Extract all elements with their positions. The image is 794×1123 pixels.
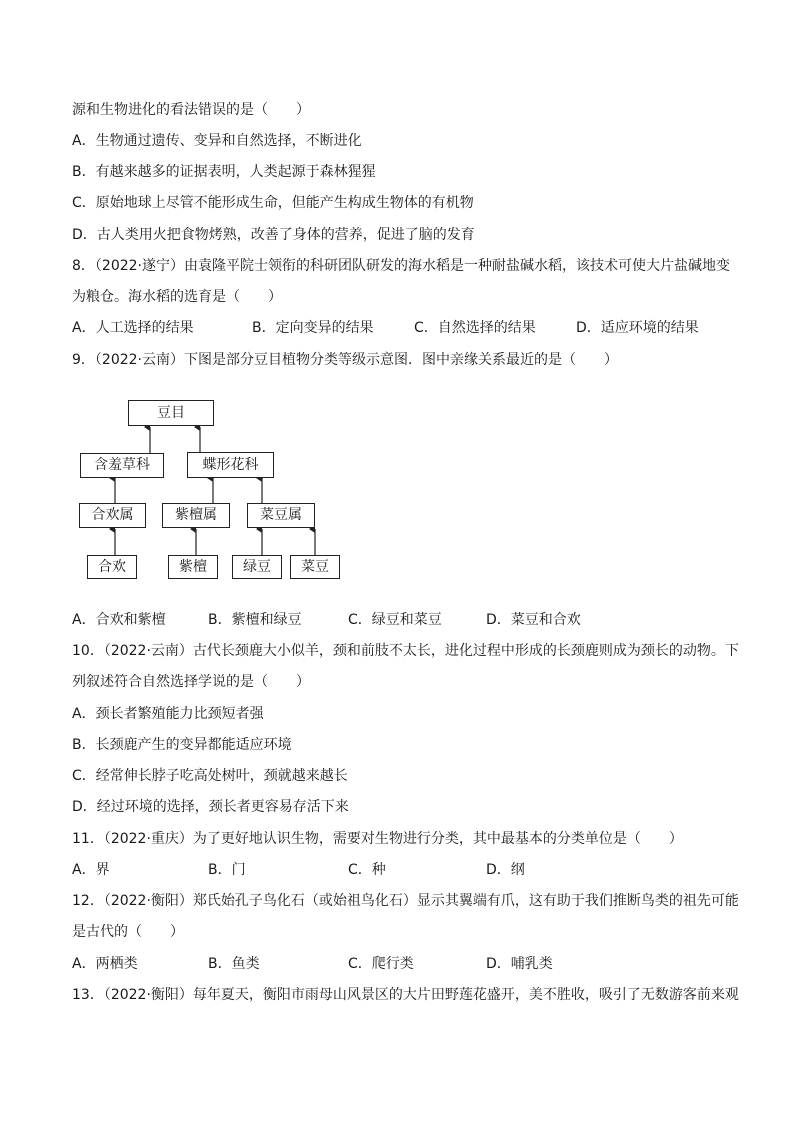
q8-stem-line2: 为粮仓。海水稻的选育是（ ）: [72, 289, 282, 305]
q8-option-a: A．人工选择的结果: [72, 320, 194, 336]
q12-options: [72, 954, 722, 974]
q7-option-a: A．生物通过遗传、变异和自然选择，不断进化: [72, 133, 362, 149]
q12-option-c: C．爬行类: [348, 956, 414, 972]
q11-option-b: B．门: [208, 862, 246, 878]
q11-stem: 11．（2022·重庆）为了更好地认识生物，需要对生物进行分类，其中最基本的分类单位是（ ）: [72, 831, 683, 847]
node-genus-1: 合欢属: [79, 503, 146, 528]
node-species-1: 合欢: [87, 555, 137, 579]
q9-option-d: D．菜豆和合欢: [486, 612, 581, 628]
q7-stem-tail: 源和生物进化的看法错误的是（ ）: [72, 102, 310, 118]
q11-option-c: C．种: [348, 862, 386, 878]
q12-option-a: A．两栖类: [72, 956, 138, 972]
q10-stem-line1: 10．（2022·云南）古代长颈鹿大小似羊，颈和前肢不太长，进化过程中形成的长颈鹿则成为颈长的动物。下: [72, 643, 739, 659]
node-genus-3: 菜豆属: [247, 503, 315, 528]
q10-option-b: B．长颈鹿产生的变异都能适应环境: [72, 737, 292, 753]
q10-option-a: A．颈长者繁殖能力比颈短者强: [72, 706, 264, 722]
q12-stem-line1: 12．（2022·衡阳）郑氏始孔子鸟化石（或始祖鸟化石）显示其翼端有爪，这有助于我们推断鸟类的祖先可能: [72, 893, 739, 909]
q7-option-d: D．古人类用火把食物烤熟，改善了身体的营养，促进了脑的发育: [72, 227, 475, 243]
q9-option-c: C．绿豆和菜豆: [348, 612, 442, 628]
node-genus-2: 紫檀属: [162, 503, 230, 528]
q8-stem-line1: 8．（2022·遂宁）由袁隆平院士领衔的科研团队研发的海水稻是一种耐盐碱水稻，该技术可使大片盐碱地变: [72, 258, 730, 274]
q13-stem-line1: 13．（2022·衡阳）每年夏天，衡阳市雨母山风景区的大片田野莲花盛开，美不胜收，吸引了无数游客前来观: [72, 987, 739, 1003]
q11-option-d: D．纲: [486, 862, 525, 878]
q8-option-d: D．适应环境的结果: [576, 320, 699, 336]
q8-option-c: C．自然选择的结果: [414, 320, 536, 336]
node-family-left: 含羞草科: [80, 453, 164, 478]
q11-options: [72, 860, 722, 880]
q11-option-a: A．界: [72, 862, 110, 878]
q12-option-d: D．哺乳类: [486, 956, 553, 972]
q9-option-a: A．合欢和紫檀: [72, 612, 166, 628]
q7-option-b: B．有越来越多的证据表明，人类起源于森林猩猩: [72, 164, 376, 180]
q9-option-b: B．紫檀和绿豆: [208, 612, 302, 628]
q12-stem-line2: 是古代的（ ）: [72, 924, 184, 940]
q12-option-b: B．鱼类: [208, 956, 260, 972]
q9-stem: 9．（2022·云南）下图是部分豆目植物分类等级示意图．图中亲缘关系最近的是（ ）: [72, 352, 618, 368]
q10-stem-line2: 列叙述符合自然选择学说的是（ ）: [72, 674, 310, 690]
node-family-right: 蝶形花科: [187, 452, 274, 478]
q7-option-c: C．原始地球上尽管不能形成生命，但能产生构成生物体的有机物: [72, 195, 474, 211]
node-species-4: 菜豆: [290, 555, 340, 579]
node-species-3: 绿豆: [232, 555, 282, 579]
node-species-2: 紫檀: [168, 555, 218, 579]
q10-option-c: C．经常伸长脖子吃高处树叶，颈就越来越长: [72, 768, 348, 784]
q9-options: [72, 610, 722, 630]
q10-option-d: D．经过环境的选择，颈长者更容易存活下来: [72, 799, 349, 815]
q8-option-b: B．定向变异的结果: [252, 320, 374, 336]
node-order: 豆目: [128, 400, 214, 426]
